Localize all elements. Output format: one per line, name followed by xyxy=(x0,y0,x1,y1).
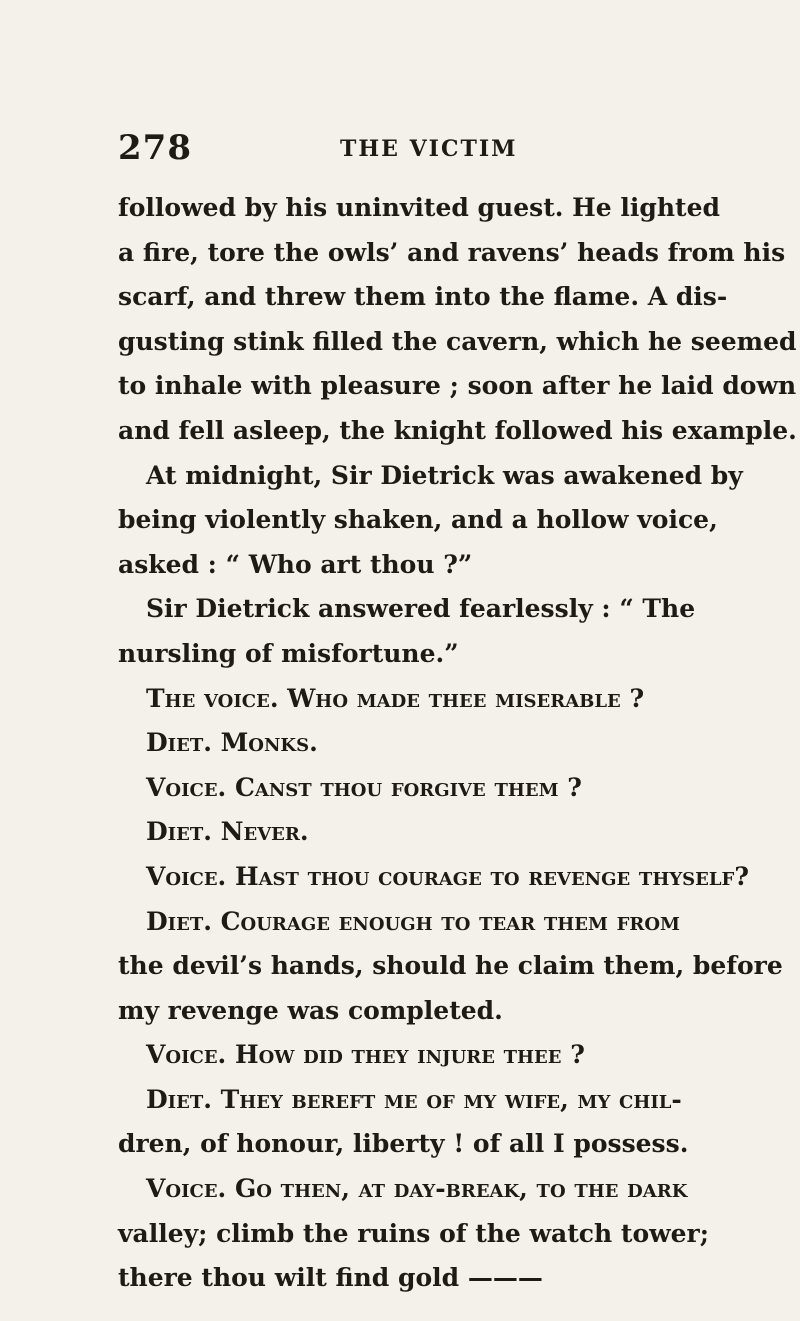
text-line: followed by his uninvited guest. He lighted xyxy=(118,193,720,222)
dialogue-line: Diet. Monks. xyxy=(146,728,318,758)
text-line: valley; climb the ruins of the watch tower; xyxy=(118,1218,709,1248)
text-line: scarf, and threw them into the flame. A dis- xyxy=(118,282,728,312)
text-line: to inhale with pleasure ; soon after he laid down xyxy=(118,371,797,401)
text-line: a fire, tore the owls’ and ravens’ heads from his xyxy=(118,237,786,267)
text-line: there thou wilt find gold ——— xyxy=(118,1263,543,1293)
text-line: being violently shaken, and a hollow voice, xyxy=(118,505,718,535)
text-line: nursling of misfortune.” xyxy=(118,638,459,668)
dialogue-line: Diet. They bereft me of my wife, my chil- xyxy=(146,1084,682,1114)
text-line: dren, of honour, liberty ! of all I possess. xyxy=(118,1129,689,1159)
body-text xyxy=(118,186,797,1301)
text-line: Sir Dietrick answered fearlessly : “ The xyxy=(146,594,696,624)
running-head: THE VICTIM xyxy=(340,136,518,162)
text-line: my revenge was completed. xyxy=(118,995,503,1025)
text-line: At midnight, Sir Dietrick was awakened by xyxy=(146,460,743,490)
dialogue-line: Diet. Courage enough to tear them from xyxy=(146,906,680,936)
page-header xyxy=(118,128,678,168)
dialogue-line: The voice. Who made thee miserable ? xyxy=(146,683,645,713)
text-line: and fell asleep, the knight followed his example. xyxy=(118,415,797,445)
dialogue-line: Voice. Go then, at day-break, to the dark xyxy=(146,1174,688,1204)
dialogue-line: Voice. Hast thou courage to revenge thyself? xyxy=(146,861,749,891)
text-line: gusting stink filled the cavern, which he seemed xyxy=(118,326,797,356)
text-line: the devil’s hands, should he claim them, before xyxy=(118,951,783,981)
dialogue-line: Diet. Never. xyxy=(146,817,309,847)
page-number: 278 xyxy=(118,128,192,168)
text-line: asked : “ Who art thou ?” xyxy=(118,549,473,579)
dialogue-line: Voice. Canst thou forgive them ? xyxy=(146,772,582,802)
dialogue-line: Voice. How did they injure thee ? xyxy=(146,1040,585,1070)
